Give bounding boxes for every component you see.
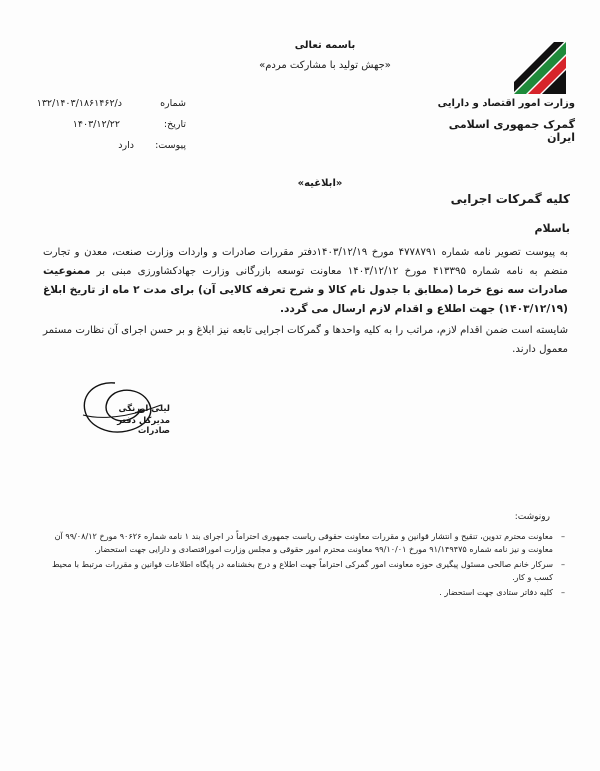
salutation: باسلام xyxy=(534,222,570,235)
list-item: – معاونت محترم تدوین، تنقیح و انتشار قوانین و مقررات معاونت حقوقی ریاست جمهوری احتراماً در اجرای بند ۱ نامه شماره ۹۰۶۲۶ مورخ ۹۹/۰۸/۱۲ آن معاونت و نیز نامه شماره ۹۱/۱۴۹۴۷۵ مورخ ۹۹/۱۰/۰۱ معاونت محترم امور حقوقی و مجلس وزارت اموراقتصادی و دارایی جهت استحضار. xyxy=(40,530,565,555)
date-value: ۱۴۰۳/۱۲/۲۲ xyxy=(72,119,120,130)
letter-closing: شایسته است ضمن اقدام لازم، مراتب را به کلیه واحدها و گمرکات اجرایی تابعه نیز ابلاغ و بر حسن اجرای آن نظارت مستمر معمول دارند. xyxy=(43,325,568,355)
list-item: – سرکار خانم صالحی مسئول پیگیری حوزه معاونت امور گمرکی احتراماً جهت اطلاع و درج بخشنامه در پایگاه اطلاعات قوانین و مقررات مرتبط با محیط کسب و کار. xyxy=(40,558,565,583)
date-label: تاریخ: xyxy=(163,119,186,130)
body-intro: به پیوست تصویر نامه شماره ۴۷۷۸۷۹۱ مورخ ۱۴۰۳/۱۲/۱۹دفتر مقررات صادرات و واردات وزارت صنعت، معدن و تجارت منضم به نامه شماره ۴۱۳۳۹۵ مورخ ۱۴۰۳/۱۲/۱۲ معاونت توسعه بازرگانی وزارت جهادکشاورزی مبنی بر xyxy=(43,247,568,277)
list-item: – کلیه دفاتر ستادی جهت استحضار . xyxy=(40,586,565,599)
year-motto: «جهش تولید با مشارکت مردم» xyxy=(259,60,391,71)
letter-title: «ابلاغیه» xyxy=(297,178,343,189)
attachment-label: پیوست: xyxy=(155,140,186,151)
ministry-name: وزارت امور اقتصاد و دارایی xyxy=(437,98,575,109)
body-emphasis: ممنوعیت صادرات سه نوع خرما (مطابق با جدول نام کالا و شرح تعرفه کالایی آن) برای مدت ۲ ماه از تاریخ ابلاغ (۱۴۰۳/۱۲/۱۹) جهت اطلاع و اقدام لازم ارسال می گردد. xyxy=(43,265,568,315)
customs-logo-icon xyxy=(510,38,570,98)
number-value: ۱۳۲/۱۴۰۳/۱۸۶۱۴۶۲/د xyxy=(36,98,122,109)
addressee: کلیه گمرکات اجرایی xyxy=(450,192,570,206)
signatory-name: لیلی اورنگی xyxy=(118,404,170,414)
letter-body xyxy=(43,244,568,319)
invocation-heading: باسمه تعالی xyxy=(294,40,356,51)
copies-list xyxy=(40,530,565,602)
number-label: شماره xyxy=(160,98,186,109)
attachment-value: دارد xyxy=(118,140,134,151)
signatory-title: مدیرکل دفتر صادرات xyxy=(117,416,170,436)
customs-name: گمرک جمهوری اسلامی ایران xyxy=(448,118,575,144)
copies-label: رونوشت: xyxy=(514,512,550,522)
